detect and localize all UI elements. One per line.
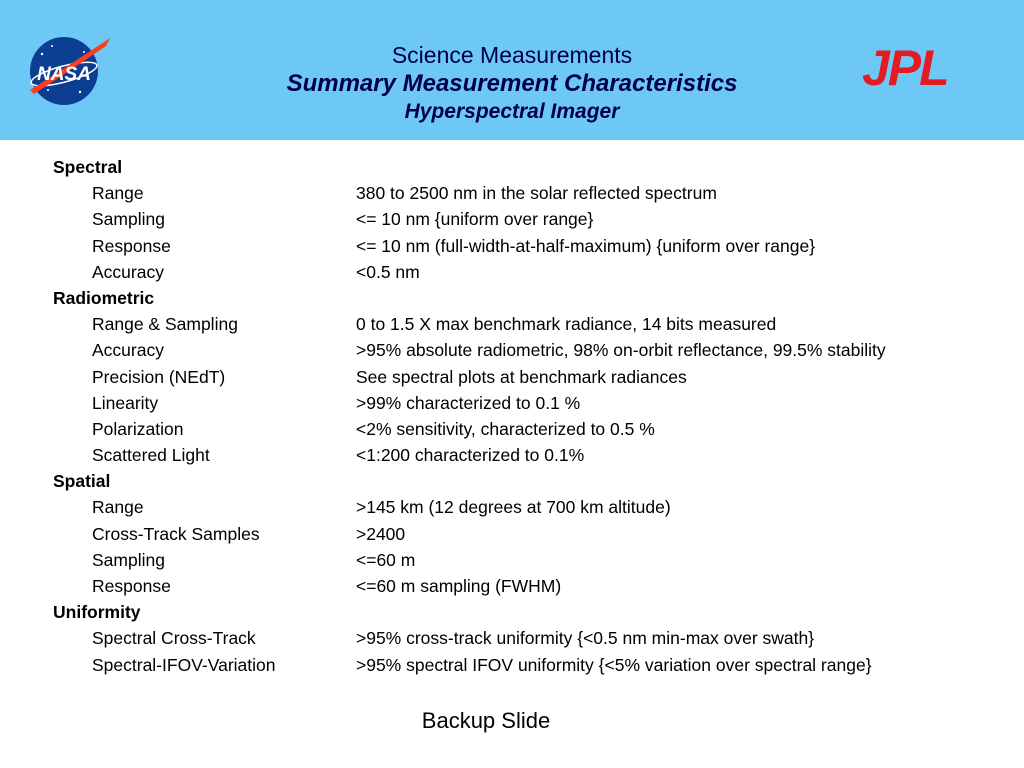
table-row bbox=[0, 547, 1024, 573]
param-value: >99% characterized to 0.1 % bbox=[356, 392, 581, 413]
section-heading-row bbox=[0, 285, 1024, 311]
param-label: Response bbox=[92, 235, 171, 256]
table-row bbox=[0, 311, 1024, 337]
table-row bbox=[0, 442, 1024, 468]
table-row bbox=[0, 521, 1024, 547]
param-value: >2400 bbox=[356, 523, 406, 544]
title-line-3: Hyperspectral Imager bbox=[404, 100, 620, 123]
param-value: <2% sensitivity, characterized to 0.5 % bbox=[356, 418, 655, 439]
table-row bbox=[0, 364, 1024, 390]
nasa-logo-text: NASA bbox=[37, 64, 91, 85]
param-label: Spectral Cross-Track bbox=[92, 628, 256, 649]
param-value: <0.5 nm bbox=[356, 261, 420, 282]
param-value: <=60 m bbox=[356, 549, 416, 570]
table-row bbox=[0, 573, 1024, 599]
param-value: <1:200 characterized to 0.1% bbox=[356, 445, 585, 466]
param-label: Range & Sampling bbox=[92, 314, 238, 335]
param-value: <= 10 nm {uniform over range} bbox=[356, 209, 594, 230]
param-label: Cross-Track Samples bbox=[92, 523, 260, 544]
table-row bbox=[0, 625, 1024, 651]
section-heading-row bbox=[0, 154, 1024, 180]
table-row bbox=[0, 337, 1024, 363]
param-value: See spectral plots at benchmark radiances bbox=[356, 366, 687, 387]
param-label: Spectral-IFOV-Variation bbox=[92, 654, 276, 675]
param-value: >95% absolute radiometric, 98% on-orbit reflectance, 99.5% stability bbox=[356, 340, 886, 361]
param-label: Accuracy bbox=[92, 261, 164, 282]
param-value: >95% cross-track uniformity {<0.5 nm min-max over swath} bbox=[356, 628, 815, 649]
param-value: <=60 m sampling (FWHM) bbox=[356, 576, 562, 596]
param-value: >95% spectral IFOV uniformity {<5% variation over spectral range} bbox=[356, 654, 872, 675]
param-label: Polarization bbox=[92, 418, 184, 439]
param-label: Sampling bbox=[92, 209, 165, 230]
param-label: Accuracy bbox=[92, 340, 164, 361]
table-row bbox=[0, 180, 1024, 206]
measurement-table bbox=[0, 154, 1024, 678]
param-label: Sampling bbox=[92, 549, 165, 570]
jpl-logo-text: JPL bbox=[862, 45, 948, 89]
param-label: Range bbox=[92, 497, 144, 518]
section-title: Spatial bbox=[53, 471, 111, 492]
table-row bbox=[0, 494, 1024, 520]
param-label: Response bbox=[92, 576, 171, 596]
table-row bbox=[0, 259, 1024, 285]
table-row bbox=[0, 390, 1024, 416]
table-row bbox=[0, 233, 1024, 259]
table-row bbox=[0, 652, 1024, 678]
section-heading-row bbox=[0, 599, 1024, 625]
param-label: Scattered Light bbox=[92, 445, 210, 466]
section-heading-row bbox=[0, 468, 1024, 494]
table-row bbox=[0, 416, 1024, 442]
section-title: Spectral bbox=[53, 157, 123, 177]
param-label: Precision (NEdT) bbox=[92, 366, 226, 387]
table-row bbox=[0, 206, 1024, 232]
param-value: 0 to 1.5 X max benchmark radiance, 14 bits measured bbox=[356, 314, 777, 335]
param-value: >145 km (12 degrees at 700 km altitude) bbox=[356, 497, 671, 518]
section-title: Radiometric bbox=[53, 287, 155, 308]
footer-note: Backup Slide bbox=[421, 708, 551, 733]
title-line-1: Science Measurements bbox=[391, 42, 633, 68]
param-value: 380 to 2500 nm in the solar reflected spectrum bbox=[356, 183, 717, 204]
param-label: Linearity bbox=[92, 392, 159, 413]
param-label: Range bbox=[92, 183, 144, 204]
section-title: Uniformity bbox=[53, 602, 141, 623]
slide-header bbox=[0, 0, 1024, 140]
title-line-2: Summary Measurement Characteristics bbox=[286, 70, 738, 97]
param-value: <= 10 nm (full-width-at-half-maximum) {uniform over range} bbox=[356, 235, 816, 256]
title-block bbox=[0, 40, 1024, 126]
